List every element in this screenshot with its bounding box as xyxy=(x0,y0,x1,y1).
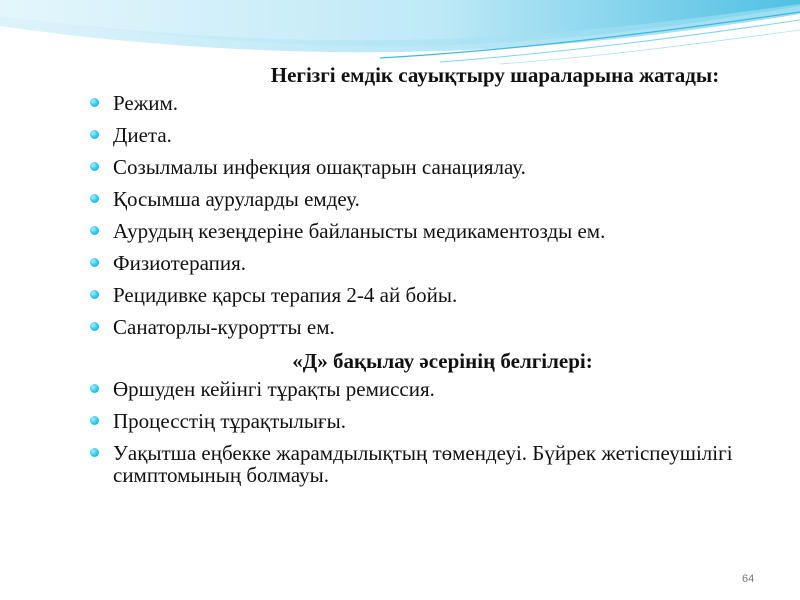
list-item xyxy=(90,188,795,210)
list-item xyxy=(90,92,795,114)
slide-number: 64 xyxy=(742,573,755,585)
monitoring-list xyxy=(90,378,795,486)
list-item xyxy=(90,156,795,178)
bullet-icon xyxy=(90,194,99,203)
list-item xyxy=(90,284,795,306)
bullet-icon xyxy=(90,384,99,393)
bullet-icon xyxy=(90,162,99,171)
list-item-text: Процесстің тұрақтылығы. xyxy=(113,409,346,433)
list-item xyxy=(90,378,795,400)
list-item xyxy=(90,124,795,146)
decorative-wave-banner xyxy=(0,0,800,70)
list-item xyxy=(90,410,795,432)
list-item-text: Санаторлы-курортты ем. xyxy=(113,315,335,339)
list-item-text: Рецидивке қарсы терапия 2-4 ай бойы. xyxy=(113,283,458,307)
bullet-icon xyxy=(90,290,99,299)
list-item xyxy=(90,252,795,274)
section-heading-monitoring: «Д» бақылау әсерінің белгілері: xyxy=(292,349,593,373)
slide-content xyxy=(90,62,795,496)
bullet-icon xyxy=(90,130,99,139)
bullet-icon xyxy=(90,322,99,331)
bullet-icon xyxy=(90,258,99,267)
list-item-text: Созылмалы инфекция ошақтарын санациялау. xyxy=(113,155,526,179)
list-item-text: Режим. xyxy=(113,91,179,115)
bullet-icon xyxy=(90,98,99,107)
list-item-text: Физиотерапия. xyxy=(113,251,247,275)
list-item-text: Диета. xyxy=(113,123,172,147)
list-item xyxy=(90,442,795,486)
list-item-text: Қосымша ауруларды емдеу. xyxy=(113,187,360,211)
list-item xyxy=(90,220,795,242)
bullet-icon xyxy=(90,448,99,457)
treatment-list xyxy=(90,92,795,338)
section-heading-treatment: Негізгі емдік сауықтыру шараларына жатады: xyxy=(270,63,720,87)
list-item-text: Аурудың кезеңдеріне байланысты медикаментозды ем. xyxy=(113,219,606,243)
bullet-icon xyxy=(90,226,99,235)
list-item-text: Уақытша еңбекке жарамдылықтың төмендеуі. Бүйрек жетіспеушілігі симптомының болмауы. xyxy=(113,441,733,487)
list-item xyxy=(90,316,795,338)
bullet-icon xyxy=(90,416,99,425)
list-item-text: Өршуден кейінгі тұрақты ремиссия. xyxy=(113,377,435,401)
